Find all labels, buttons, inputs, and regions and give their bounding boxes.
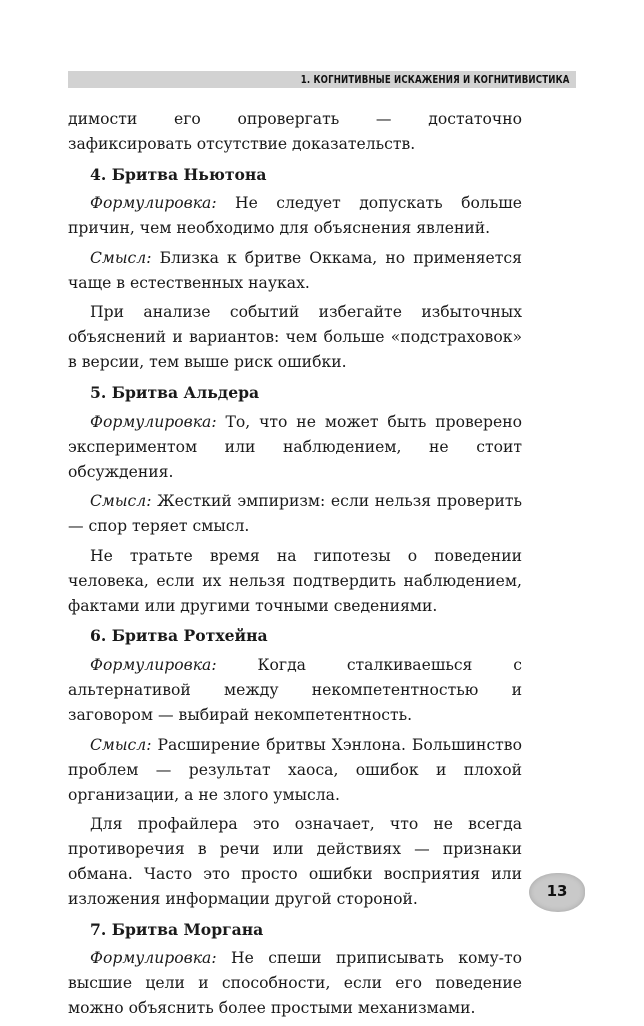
formulation-label: Формулировка: bbox=[90, 412, 217, 431]
meaning-paragraph bbox=[68, 733, 522, 808]
meaning-text: Расширение бритвы Хэнлона. Большинство проблем — результат хаоса, ошибок и плохой организации, а не злого умысла. bbox=[68, 735, 522, 804]
page-body bbox=[68, 107, 522, 1026]
section-heading-morgan: 7. Бритва Моргана bbox=[90, 919, 264, 939]
note-paragraph: При анализе событий избегайте избыточных объяснений и вариантов: чем больше «подстраховок» в версии, тем выше риск ошибки. bbox=[68, 303, 522, 372]
formulation-text: Не спеши приписывать кому-то высшие цели и способности, если его поведение можно объяснить более простыми механизмами. bbox=[68, 949, 522, 1018]
meaning-text: Близка к бритве Оккама, но применяется чаще в естественных науках. bbox=[68, 248, 522, 292]
formulation-text: То, что не может быть проверено экспериментом или наблюдением, не стоит обсуждения. bbox=[68, 412, 522, 481]
page-number-badge bbox=[529, 873, 585, 912]
note-paragraph: Для профайлера это означает, что не всегда противоречия в речи или действиях — признаки обмана. Часто это просто ошибки восприятия или изложения информации другой стороной. bbox=[68, 815, 522, 909]
formulation-paragraph bbox=[68, 653, 522, 728]
formulation-label: Формулировка: bbox=[90, 194, 217, 213]
meaning-label: Смысл: bbox=[90, 735, 152, 754]
formulation-paragraph bbox=[68, 410, 522, 485]
running-header bbox=[68, 71, 576, 88]
section-heading-rothein: 6. Бритва Ротхейна bbox=[90, 626, 268, 646]
intro-paragraph: димости его опровергать — достаточно зафиксировать отсутствие доказательств. bbox=[68, 110, 522, 153]
section-heading-newton: 4. Бритва Ньютона bbox=[90, 164, 267, 184]
meaning-paragraph bbox=[68, 489, 522, 539]
formulation-text: Когда сталкиваешься с альтернативой между некомпетентностью и заговором — выбирай некомпетентность. bbox=[68, 655, 522, 724]
formulation-text: Не следует допускать больше причин, чем необходимо для объяснения явлений. bbox=[68, 194, 522, 238]
section-heading-alder: 5. Бритва Альдера bbox=[90, 382, 260, 402]
meaning-text: Жесткий эмпиризм: если нельзя проверить — спор теряет смысл. bbox=[68, 492, 522, 536]
running-header-title: 1. КОГНИТИВНЫЕ ИСКАЖЕНИЯ И КОГНИТИВИСТИКА bbox=[301, 73, 570, 86]
page-number: 13 bbox=[546, 882, 568, 900]
meaning-label: Смысл: bbox=[90, 248, 152, 267]
note-paragraph: Не тратьте время на гипотезы о поведении человека, если их нельзя подтвердить наблюдением, фактами или другими точными сведениями. bbox=[68, 546, 522, 615]
formulation-label: Формулировка: bbox=[90, 655, 217, 674]
formulation-label: Формулировка: bbox=[90, 949, 217, 968]
formulation-paragraph bbox=[68, 946, 522, 1021]
meaning-paragraph bbox=[68, 246, 522, 296]
meaning-label: Смысл: bbox=[90, 492, 152, 511]
formulation-paragraph bbox=[68, 191, 522, 241]
